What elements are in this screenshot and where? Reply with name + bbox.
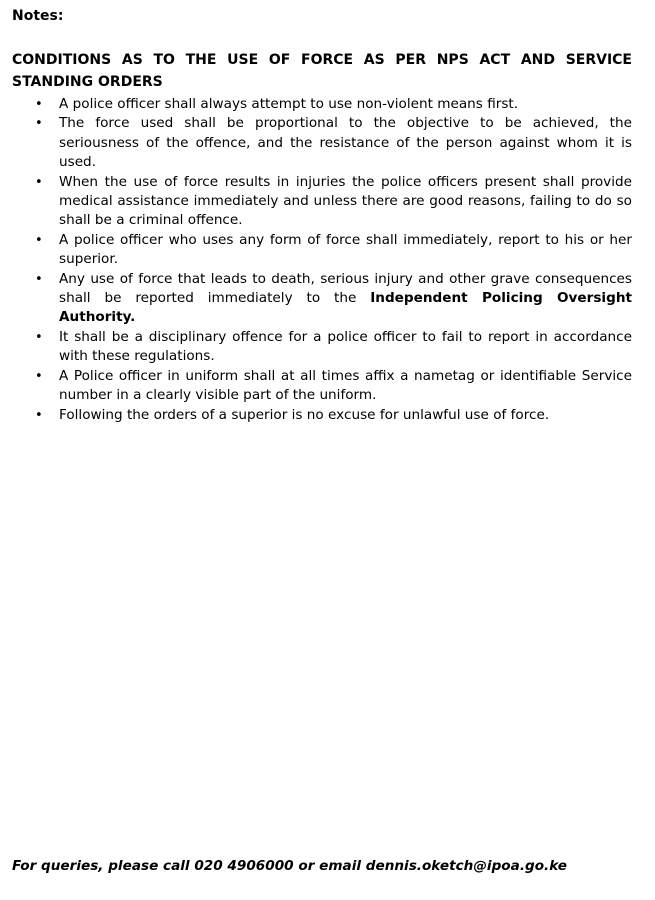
list-item-text: A Police officer in uniform shall at all times affix a nametag or identifiable Service number in a clearly visible part of the uniform. [59, 367, 632, 404]
bullet-icon: • [35, 97, 43, 112]
list-item [12, 328, 632, 367]
bullet-icon: • [35, 271, 43, 287]
list-item-text: A police officer who uses any form of force shall immediately, report to his or her superior. [59, 231, 632, 268]
ipoa-name: Independent Policing Oversight Authority. [59, 290, 632, 326]
list-item-text: A police officer shall always attempt to use non-violent means first. [59, 96, 519, 112]
list-item [12, 114, 632, 172]
list-item-text: When the use of force results in injuries the police officers present shall provide medical assistance immediately and unless there are good reasons, failing to do so shall be a criminal offence. [59, 173, 632, 229]
list-item [12, 95, 632, 114]
bullet-icon: • [35, 329, 43, 345]
list-item [12, 231, 632, 270]
list-item [12, 270, 632, 328]
bullet-icon: • [35, 174, 43, 190]
list-item-text: Following the orders of a superior is no excuse for unlawful use of force. [59, 406, 550, 423]
bullet-icon: • [35, 368, 43, 384]
list-item-text: The force used shall be proportional to the objective to be achieved, the seriousness of the offence, and the resistance of the person against whom it is used. [59, 115, 632, 171]
list-item-text: Any use of force that leads to death, serious injury and other grave consequences shall be reported immediately to the [59, 270, 632, 307]
list-item [12, 367, 632, 406]
list-item [12, 173, 632, 231]
list-item-text: It shall be a disciplinary offence for a police officer to fail to report in accordance with these regulations. [59, 328, 632, 365]
contact-footer: For queries, please call 020 4906000 or email dennis.oketch@ipoa.go.ke [12, 858, 567, 874]
bullet-icon: • [35, 116, 43, 132]
bullet-icon: • [35, 407, 43, 423]
list-item [12, 406, 632, 425]
section-heading: CONDITIONS AS TO THE USE OF FORCE AS PER NPS ACT AND SERVICE STANDING ORDERS [12, 52, 632, 90]
notes-heading: Notes: [12, 8, 64, 24]
bullet-icon: • [35, 232, 43, 248]
conditions-list [12, 95, 632, 425]
